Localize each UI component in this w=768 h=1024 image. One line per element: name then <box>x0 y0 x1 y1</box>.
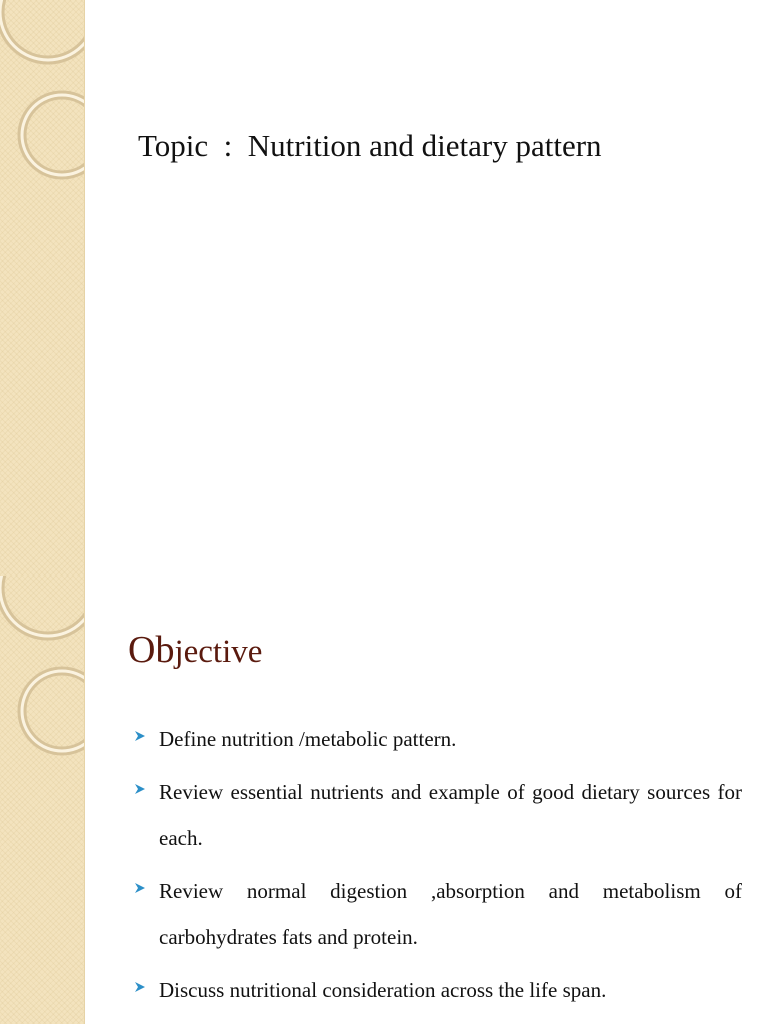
ring-decoration <box>0 576 84 776</box>
slide-objective <box>0 576 768 1024</box>
arrow-bullet-icon <box>134 882 146 894</box>
arrow-bullet-icon <box>134 783 146 795</box>
objective-title-rest: jective <box>174 634 263 670</box>
list-item-text: Review normal digestion ,absorption and metabolism of carbohydrates fats and protein. <box>159 879 742 949</box>
list-item-text: Define nutrition /metabolic pattern. <box>159 727 457 751</box>
list-item-text: Review essential nutrients and example of good dietary sources for each. <box>159 780 742 850</box>
objective-title <box>128 631 262 669</box>
topic-title: Topic : Nutrition and dietary pattern <box>138 128 602 163</box>
list-item <box>128 769 742 861</box>
list-item <box>128 868 742 960</box>
objective-title-first: Ob <box>128 629 175 671</box>
arrow-bullet-icon <box>134 981 146 993</box>
side-decor-band <box>0 576 85 1024</box>
list-item <box>128 967 742 1013</box>
objective-list <box>128 716 742 1020</box>
list-item <box>128 716 742 762</box>
list-item-text: Discuss nutritional consideration across the life span. <box>159 978 607 1002</box>
arrow-bullet-icon <box>134 730 146 742</box>
side-decor-band <box>0 0 85 576</box>
ring-decoration <box>0 0 84 200</box>
